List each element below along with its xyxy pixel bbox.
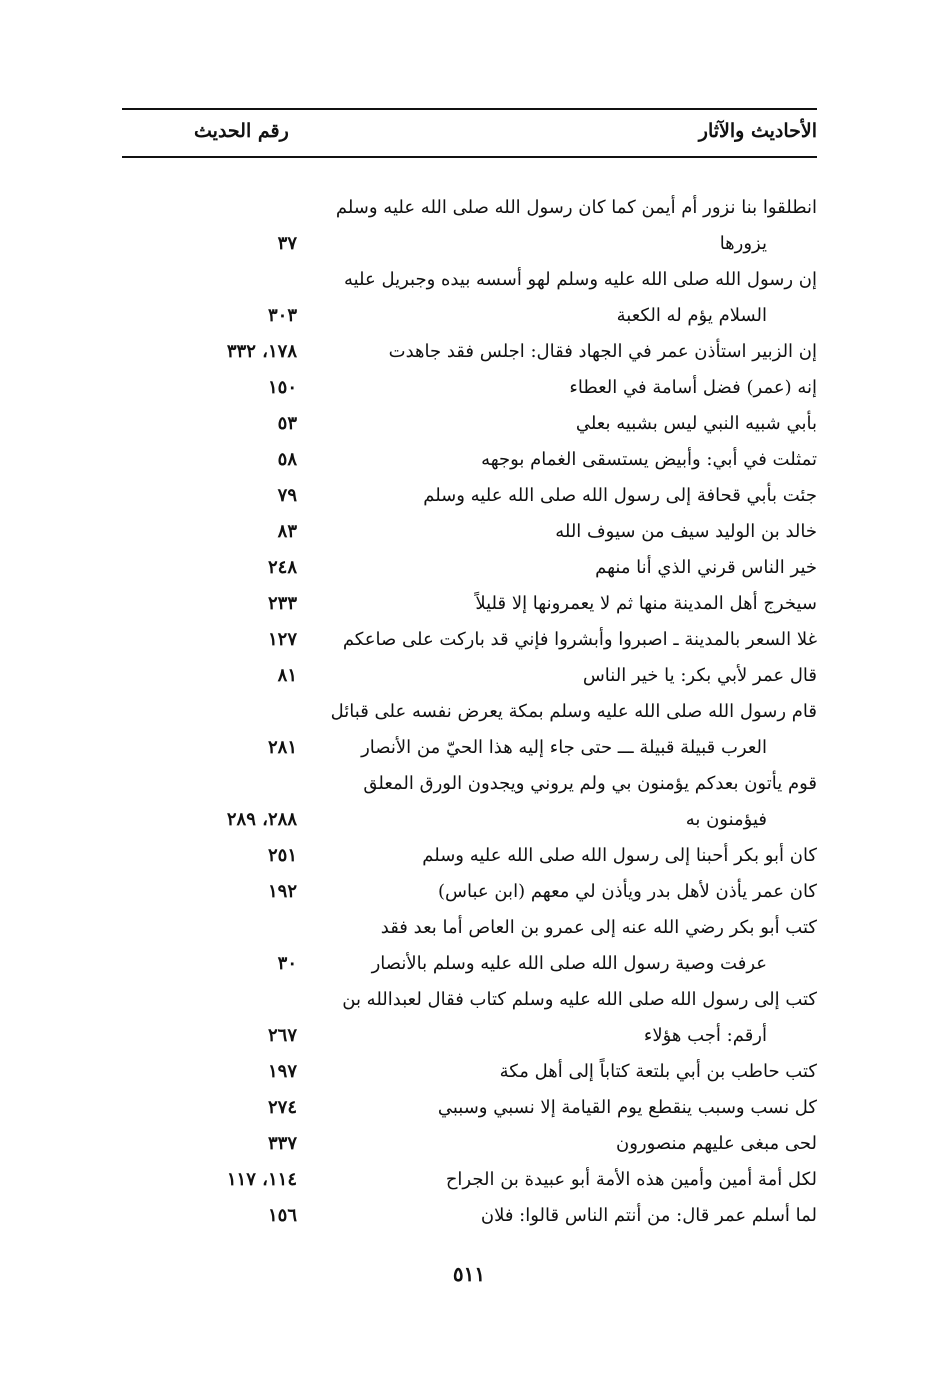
- entry-line: [122, 838, 817, 874]
- hadith-text: لحى مبغى عليهم منصورون: [615, 1133, 817, 1154]
- hadith-number: ١٥٠: [267, 377, 297, 398]
- hadith-text: عرفت وصية رسول الله صلى الله عليه وسلم بالأنصار: [371, 953, 767, 974]
- index-entry: [122, 910, 817, 982]
- hadith-text: لما أسلم عمر قال: من أنتم الناس قالوا: فلان: [480, 1205, 817, 1226]
- entry-line: [122, 478, 817, 514]
- column-title-number: رقم الحديث: [194, 120, 289, 142]
- hadith-text: كتب إلى رسول الله صلى الله عليه وسلم كتاب فقال لعبدالله بن: [342, 989, 817, 1010]
- hadith-text: خير الناس قرني الذي أنا منهم: [595, 557, 817, 578]
- index-entry: [122, 982, 817, 1054]
- hadith-number: ٢٥١: [267, 845, 297, 866]
- hadith-text: بأبي شبيه النبي ليس بشبيه بعلي: [575, 413, 817, 434]
- entry-line: [122, 1090, 817, 1126]
- hadith-text: إن رسول الله صلى الله عليه وسلم لهو أسسه بيده وجبريل عليه: [343, 269, 817, 290]
- index-entry: [122, 1126, 817, 1162]
- hadith-number: ٧٩: [277, 485, 297, 506]
- entry-line: [122, 874, 817, 910]
- hadith-text: أرقم: أجب هؤلاء: [643, 1025, 767, 1046]
- header-top-rule: [122, 108, 817, 110]
- entry-line: [122, 1126, 817, 1162]
- index-entry: [122, 1054, 817, 1090]
- hadith-text: خالد بن الوليد سيف من سيوف الله: [555, 521, 817, 542]
- entry-continuation-line: [122, 298, 817, 334]
- entry-continuation-line: [122, 226, 817, 262]
- hadith-text: قوم يأتون بعدكم يؤمنون بي ولم يروني ويجدون الورق المعلق: [363, 773, 817, 794]
- hadith-text: كان عمر يأذن لأهل بدر ويأذن لي معهم (ابن عباس): [437, 881, 817, 902]
- entry-line: [122, 658, 817, 694]
- index-entry: [122, 1090, 817, 1126]
- hadith-text: قام رسول الله صلى الله عليه وسلم بمكة يعرض نفسه على قبائل: [330, 701, 817, 722]
- index-entry: [122, 658, 817, 694]
- hadith-number: ٥٣: [277, 413, 297, 434]
- hadith-text: العرب قبيلة قبيلة ـــ حتى جاء إليه هذا الحيّ من الأنصار: [361, 737, 767, 758]
- hadith-text: كل نسب وسبب ينقطع يوم القيامة إلا نسبي وسببي: [437, 1097, 817, 1118]
- header-bottom-rule: [122, 156, 817, 158]
- entry-continuation-line: [122, 802, 817, 838]
- hadith-number: ٢٤٨: [267, 557, 297, 578]
- entry-line: [122, 586, 817, 622]
- entry-line: [122, 1162, 817, 1198]
- hadith-text: كتب حاطب بن أبي بلتعة كتاباً إلى أهل مكة: [499, 1061, 817, 1082]
- entry-continuation-line: [122, 946, 817, 982]
- hadith-number: ٥٨: [277, 449, 297, 470]
- index-entry: [122, 550, 817, 586]
- hadith-text: لكل أمة أمين وأمين هذه الأمة أبو عبيدة بن الجراح: [445, 1169, 817, 1190]
- hadith-text: السلام يؤم له الكعبة: [616, 305, 767, 326]
- index-entry: [122, 442, 817, 478]
- hadith-number: ٢٦٧: [267, 1025, 297, 1046]
- index-entry: [122, 514, 817, 550]
- entry-line: [122, 694, 817, 730]
- entry-line: [122, 406, 817, 442]
- hadith-number: ٨٣: [277, 521, 297, 542]
- hadith-number: ١٩٧: [267, 1061, 297, 1082]
- column-title-hadiths: الأحاديث والآثار: [698, 120, 817, 142]
- hadith-text: سيخرج أهل المدينة منها ثم لا يعمرونها إلا قليلاً: [475, 593, 817, 614]
- entry-line: [122, 514, 817, 550]
- entry-continuation-line: [122, 1018, 817, 1054]
- hadith-number: ٣٠: [277, 953, 297, 974]
- entry-line: [122, 334, 817, 370]
- hadith-number: ٣٣٧: [267, 1133, 297, 1154]
- hadith-text: فيؤمنون به: [685, 809, 767, 830]
- hadith-number: ٢٣٣: [267, 593, 297, 614]
- index-entry: [122, 1198, 817, 1234]
- hadith-number: ١٢٧: [267, 629, 297, 650]
- entry-line: [122, 622, 817, 658]
- entry-line: [122, 190, 817, 226]
- index-entry: [122, 370, 817, 406]
- index-entry: [122, 766, 817, 838]
- entry-line: [122, 982, 817, 1018]
- index-entry: [122, 622, 817, 658]
- hadith-number: ٢٨٨، ٢٨٩: [226, 809, 297, 830]
- hadith-text: إن الزبير استأذن عمر في الجهاد فقال: اجلس فقد جاهدت: [388, 341, 817, 362]
- entry-line: [122, 910, 817, 946]
- page-number: ٥١١: [452, 1262, 486, 1286]
- hadith-number: ١٧٨، ٣٣٢: [226, 341, 297, 362]
- entry-line: [122, 550, 817, 586]
- hadith-text: يزورها: [719, 233, 767, 254]
- index-entry: [122, 586, 817, 622]
- entry-line: [122, 1054, 817, 1090]
- table-header: [122, 112, 817, 154]
- hadith-number: ١١٤، ١١٧: [226, 1169, 297, 1190]
- index-entry: [122, 1162, 817, 1198]
- hadith-number: ١٥٦: [267, 1205, 297, 1226]
- entry-line: [122, 370, 817, 406]
- hadith-text: كان أبو بكر أحبنا إلى رسول الله صلى الله عليه وسلم: [422, 845, 817, 866]
- hadith-text: تمثلت في أبي: وأبيض يستسقى الغمام بوجهه: [481, 449, 817, 470]
- hadith-number: ١٩٢: [267, 881, 297, 902]
- hadith-number: ٨١: [277, 665, 297, 686]
- index-entry: [122, 334, 817, 370]
- index-entry: [122, 874, 817, 910]
- index-entry: [122, 190, 817, 262]
- hadith-number: ٢٨١: [267, 737, 297, 758]
- hadith-text: قال عمر لأبي بكر: يا خير الناس: [582, 665, 817, 686]
- hadith-number: ٣٧: [277, 233, 297, 254]
- entry-line: [122, 766, 817, 802]
- hadith-text: انطلقوا بنا نزور أم أيمن كما كان رسول الله صلى الله عليه وسلم: [335, 197, 817, 218]
- entry-line: [122, 442, 817, 478]
- entry-line: [122, 262, 817, 298]
- hadith-number: ٢٧٤: [267, 1097, 297, 1118]
- hadith-number: ٣٠٣: [267, 305, 297, 326]
- entry-line: [122, 1198, 817, 1234]
- hadith-text: غلا السعر بالمدينة ـ اصبروا وأبشروا فإني قد باركت على صاعكم: [342, 629, 817, 650]
- hadith-text: جئت بأبي قحافة إلى رسول الله صلى الله عليه وسلم: [423, 485, 817, 506]
- index-entry: [122, 838, 817, 874]
- entry-continuation-line: [122, 730, 817, 766]
- hadith-index-list: [122, 190, 817, 1234]
- index-entry: [122, 262, 817, 334]
- index-entry: [122, 478, 817, 514]
- hadith-text: كتب أبو بكر رضي الله عنه إلى عمرو بن العاص أما بعد فقد: [380, 917, 817, 938]
- index-entry: [122, 694, 817, 766]
- hadith-text: إنه (عمر) فضل أسامة في العطاء: [569, 377, 817, 398]
- index-entry: [122, 406, 817, 442]
